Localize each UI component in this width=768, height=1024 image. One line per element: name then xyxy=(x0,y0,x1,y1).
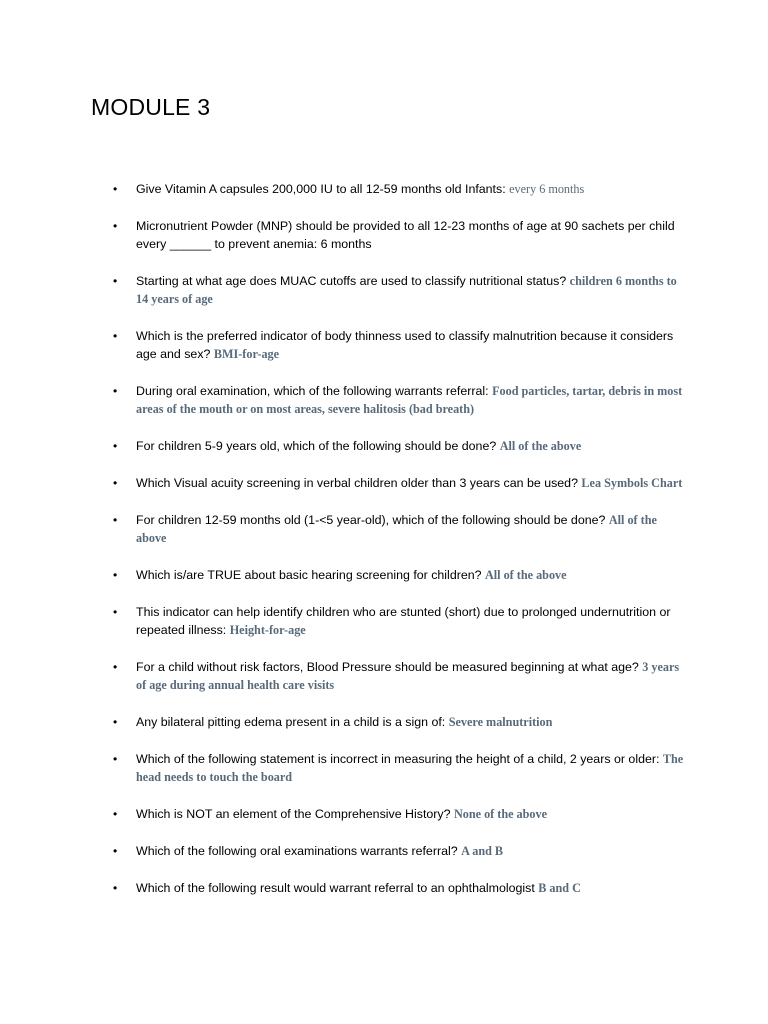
question-text: Which is NOT an element of the Comprehensive History? xyxy=(136,807,454,821)
list-item xyxy=(113,750,688,786)
question-text: Starting at what age does MUAC cutoffs are used to classify nutritional status? xyxy=(136,274,570,288)
list-item xyxy=(113,382,688,418)
question-text: Any bilateral pitting edema present in a child is a sign of: xyxy=(136,715,449,729)
bullet-icon: • xyxy=(113,568,118,582)
answer-text: All of the above xyxy=(136,513,657,545)
answer-text: A and B xyxy=(461,844,504,858)
answer-text: 3 years of age during annual health care visits xyxy=(136,660,680,692)
bullet-icon: • xyxy=(113,439,118,453)
answer-text: All of the above xyxy=(484,568,567,582)
list-item xyxy=(113,437,688,455)
question-text: This indicator can help identify children who are stunted (short) due to prolonged undernutrition or repeated illness: xyxy=(136,605,671,637)
bullet-icon: • xyxy=(113,513,118,527)
question-text: Which of the following oral examinations warrants referral? xyxy=(136,844,462,858)
bullet-icon: • xyxy=(113,844,118,858)
bullet-icon: • xyxy=(113,219,118,233)
question-text: During oral examination, which of the following warrants referral: xyxy=(136,384,493,398)
list-item xyxy=(113,327,688,363)
list-item xyxy=(113,566,688,584)
list-item xyxy=(113,511,688,547)
question-text: Give Vitamin A capsules 200,000 IU to all 12-59 months old Infants: xyxy=(136,182,510,196)
list-item xyxy=(113,713,688,731)
answer-text: B and C xyxy=(538,881,581,895)
list-item xyxy=(113,879,688,897)
question-text: For a child without risk factors, Blood Pressure should be measured beginning at what age? xyxy=(136,660,643,674)
question-text: Which of the following statement is incorrect in measuring the height of a child, 2 years or older: xyxy=(136,752,663,766)
question-text: Which of the following result would warrant referral to an ophthalmologist xyxy=(136,881,539,895)
answer-text: Food particles, tartar, debris in most areas of the mouth or on most areas, severe halitosis (bad breath) xyxy=(136,384,683,416)
answer-text: Height-for-age xyxy=(229,623,306,637)
list-item xyxy=(113,180,688,198)
bullet-icon: • xyxy=(113,752,118,766)
question-text: For children 5-9 years old, which of the following should be done? xyxy=(136,439,500,453)
answer-text: every 6 months xyxy=(509,182,585,196)
list-item xyxy=(113,658,688,694)
list-item xyxy=(113,842,688,860)
list-item xyxy=(113,217,688,253)
bullet-icon: • xyxy=(113,715,118,729)
bullet-icon: • xyxy=(113,274,118,288)
question-text: Micronutrient Powder (MNP) should be provided to all 12-23 months of age at 90 sachets per child every ______ to prevent anemia: xyxy=(136,219,675,251)
list-item xyxy=(113,603,688,639)
bullet-icon: • xyxy=(113,605,118,619)
bullet-icon: • xyxy=(113,182,118,196)
list-item xyxy=(113,474,688,492)
question-list xyxy=(113,180,688,916)
list-item xyxy=(113,805,688,823)
question-text: Which Visual acuity screening in verbal children older than 3 years can be used? xyxy=(136,476,582,490)
bullet-icon: • xyxy=(113,881,118,895)
bullet-icon: • xyxy=(113,660,118,674)
answer-text: All of the above xyxy=(499,439,582,453)
answer-text: None of the above xyxy=(453,807,548,821)
answer-text: children 6 months to 14 years of age xyxy=(136,274,677,306)
answer-text: The head needs to touch the board xyxy=(136,752,684,784)
bullet-icon: • xyxy=(113,476,118,490)
answer-text: BMI-for-age xyxy=(213,347,280,361)
question-text: Which is the preferred indicator of body thinness used to classify malnutrition because it considers age and sex? xyxy=(136,329,674,361)
answer-text: Severe malnutrition xyxy=(448,715,553,729)
question-text: For children 12-59 months old (1-<5 year-old), which of the following should be done? xyxy=(136,513,609,527)
answer-text: 6 months xyxy=(320,237,372,251)
bullet-icon: • xyxy=(113,384,118,398)
answer-text: Lea Symbols Chart xyxy=(581,476,683,490)
question-text: Which is/are TRUE about basic hearing screening for children? xyxy=(136,568,485,582)
bullet-icon: • xyxy=(113,329,118,343)
bullet-icon: • xyxy=(113,807,118,821)
list-item xyxy=(113,272,688,308)
module-title: MODULE 3 xyxy=(91,94,211,120)
